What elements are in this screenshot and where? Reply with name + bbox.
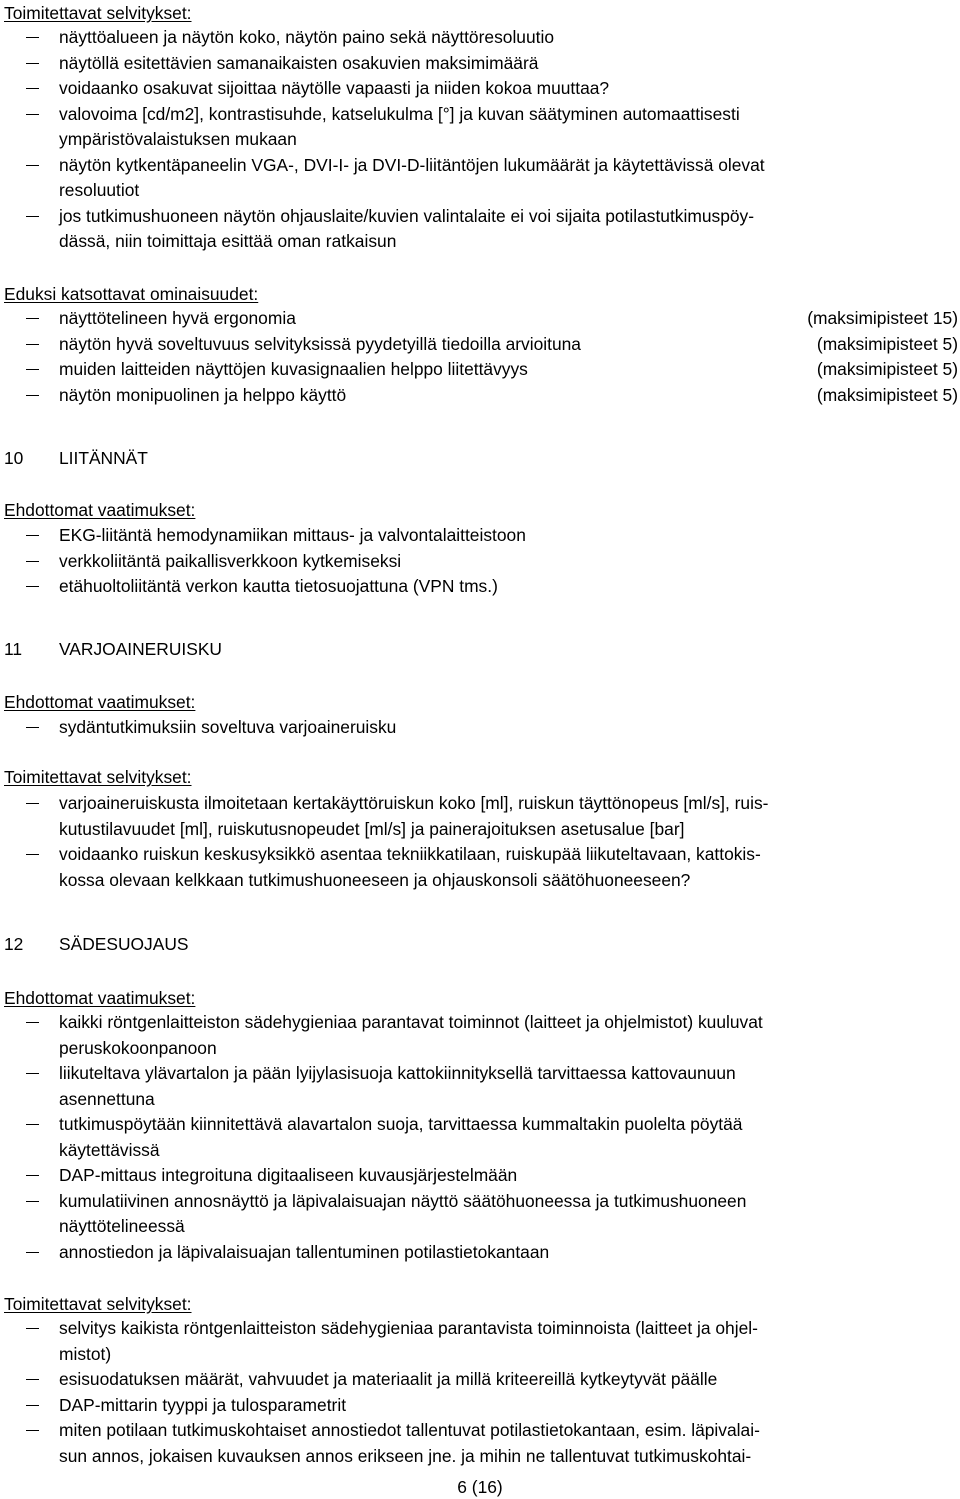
list-item	[4, 842, 958, 893]
item-text: esisuodatuksen määrät, vahvuudet ja materiaalit ja millä kriteereillä kytkeytyvät päälle	[59, 1369, 718, 1389]
item-text: etähuoltoliitäntä verkon kautta tietosuojattuna (VPN tms.)	[59, 576, 498, 596]
item-text: DAP-mittaus integroituna digitaaliseen kuvausjärjestelmään	[59, 1165, 518, 1185]
bullet-list	[4, 523, 958, 600]
item-text: näyttöalueen ja näytön koko, näytön paino sekä näyttöresoluutio	[59, 27, 555, 47]
item-text: kossa olevaan kelkkaan tutkimushuoneeseen ja ohjauskonsoli säätöhuoneeseen?	[59, 869, 691, 890]
item-text: näytön kytkentäpaneelin VGA-, DVI-I- ja DVI-D-liitäntöjen lukumäärät ja käytettävissä olevat	[59, 154, 765, 175]
subheading: Toimitettavat selvitykset:	[4, 1294, 192, 1314]
bullet-list	[4, 791, 958, 893]
list-item	[4, 1393, 958, 1419]
dash-bullet-icon	[26, 1073, 39, 1074]
section-heading	[4, 445, 148, 471]
scored-row	[59, 357, 958, 383]
dash-bullet-icon	[26, 586, 39, 587]
dash-bullet-icon	[26, 63, 39, 64]
list-item	[4, 1010, 958, 1061]
dash-bullet-icon	[26, 165, 39, 166]
item-text: mistot)	[59, 1343, 112, 1364]
dash-bullet-icon	[26, 1252, 39, 1253]
list-item	[4, 332, 958, 358]
item-text: kutustilavuudet [ml], ruiskutusnopeudet [ml/s] ja painerajoituksen asetusalue [bar]	[59, 818, 685, 839]
dash-bullet-icon	[26, 216, 39, 217]
list-item	[4, 1061, 958, 1112]
list-item	[4, 549, 958, 575]
item-text: DAP-mittarin tyyppi ja tulosparametrit	[59, 1394, 347, 1415]
item-text: kaikki röntgenlaitteiston sädehygieniaa parantavat toiminnot (laitteet ja ohjelmistot) kuuluvat	[59, 1012, 763, 1032]
list-item	[4, 102, 958, 153]
subheading: Ehdottomat vaatimukset:	[4, 500, 196, 520]
section-title: VARJOAINERUISKU	[59, 639, 222, 659]
list-item	[4, 76, 958, 102]
section-number: 10	[4, 448, 24, 468]
item-text: näyttötelineessä	[59, 1216, 185, 1236]
list-item	[4, 574, 958, 600]
bullet-list	[4, 1010, 958, 1265]
item-text: sun annos, jokaisen kuvauksen annos erikseen jne. ja mihin ne tallentuvat tutkimuskohtai-	[59, 1445, 752, 1466]
dash-bullet-icon	[26, 114, 39, 115]
dash-bullet-icon	[26, 37, 39, 38]
list-item	[4, 51, 958, 77]
section-title: LIITÄNNÄT	[59, 448, 148, 468]
list-item	[4, 153, 958, 204]
item-text: näyttötelineen hyvä ergonomia	[59, 308, 296, 328]
list-item	[4, 1418, 958, 1469]
bullet-list	[4, 1316, 958, 1469]
item-text: voidaanko osakuvat sijoittaa näytölle vapaasti ja niiden kokoa muuttaa?	[59, 78, 610, 98]
dash-bullet-icon	[26, 854, 39, 855]
list-item	[4, 1316, 958, 1367]
list-item	[4, 1189, 958, 1240]
section-title: SÄDESUOJAUS	[59, 934, 189, 954]
item-text: miten potilaan tutkimuskohtaiset annostiedot tallentuvat potilastietokantaan, esim. läpivalai-	[59, 1420, 760, 1440]
item-text: muiden laitteiden näyttöjen kuvasignaalien helppo liitettävyys	[59, 359, 528, 379]
item-text: jos tutkimushuoneen näytön ohjauslaite/kuvien valintalaite ei voi sijaita potilastutkimuspöy-	[59, 205, 755, 226]
item-text: dässä, niin toimittaja esittää oman ratkaisun	[59, 231, 397, 251]
dash-bullet-icon	[26, 1328, 39, 1329]
list-item	[4, 791, 958, 842]
list-item	[4, 523, 958, 549]
list-item	[4, 1367, 958, 1393]
subheading: Toimitettavat selvitykset:	[4, 3, 192, 23]
scored-row	[59, 332, 958, 358]
item-text: asennettuna	[59, 1088, 155, 1109]
dash-bullet-icon	[26, 727, 39, 728]
item-text: tutkimuspöytään kiinnitettävä alavartalon suoja, tarvittaessa kummaltakin puolelta pöytää	[59, 1114, 743, 1134]
item-text: käytettävissä	[59, 1139, 160, 1160]
subheading: Toimitettavat selvitykset:	[4, 767, 192, 787]
dash-bullet-icon	[26, 535, 39, 536]
item-text: näytön monipuolinen ja helppo käyttö	[59, 384, 347, 405]
list-item	[4, 25, 958, 51]
dash-bullet-icon	[26, 88, 39, 89]
list-item	[4, 357, 958, 383]
dash-bullet-icon	[26, 1022, 39, 1023]
list-item	[4, 1240, 958, 1266]
dash-bullet-icon	[26, 1201, 39, 1202]
dash-bullet-icon	[26, 369, 39, 370]
dash-bullet-icon	[26, 1405, 39, 1406]
bullet-list	[4, 25, 958, 255]
max-points: (maksimipisteet 5)	[816, 359, 958, 379]
max-points: (maksimipisteet 5)	[816, 384, 958, 405]
max-points: (maksimipisteet 5)	[816, 333, 958, 354]
item-text: annostiedon ja läpivalaisuajan tallentuminen potilastietokantaan	[59, 1241, 550, 1262]
max-points: (maksimipisteet 15)	[807, 308, 958, 328]
bullet-list	[4, 715, 958, 741]
dash-bullet-icon	[26, 1124, 39, 1125]
page-number: 6 (16)	[457, 1477, 503, 1497]
subheading: Ehdottomat vaatimukset:	[4, 988, 196, 1008]
list-item	[4, 204, 958, 255]
section-heading	[4, 931, 189, 957]
dash-bullet-icon	[26, 318, 39, 319]
item-text: resoluutiot	[59, 180, 140, 200]
dash-bullet-icon	[26, 1430, 39, 1431]
item-text: verkkoliitäntä paikallisverkkoon kytkemiseksi	[59, 550, 402, 571]
list-item	[4, 715, 958, 741]
item-text: ympäristövalaistuksen mukaan	[59, 129, 297, 149]
dash-bullet-icon	[26, 395, 39, 396]
list-item	[4, 383, 958, 409]
scored-row	[59, 383, 958, 409]
section-heading	[4, 636, 222, 662]
dash-bullet-icon	[26, 1379, 39, 1380]
dash-bullet-icon	[26, 1175, 39, 1176]
item-text: peruskokoonpanoon	[59, 1037, 217, 1058]
item-text: kumulatiivinen annosnäyttö ja läpivalaisuajan näyttö säätöhuoneessa ja tutkimushuoneen	[59, 1190, 747, 1211]
list-item	[4, 306, 958, 332]
item-text: selvitys kaikista röntgenlaitteiston sädehygieniaa parantavista toiminnoista (laitteet ja ohjel-	[59, 1318, 758, 1338]
item-text: voidaanko ruiskun keskusyksikkö asentaa tekniikkatilaan, ruiskupää liikuteltavaan, kattokis-	[59, 844, 761, 864]
subheading: Ehdottomat vaatimukset:	[4, 692, 196, 712]
item-text: näytön hyvä soveltuvuus selvityksissä pyydetyillä tiedoilla arvioituna	[59, 333, 581, 354]
item-text: varjoaineruiskusta ilmoitetaan kertakäyttöruiskun koko [ml], ruiskun täyttönopeus [ml/s], ruis-	[59, 793, 769, 813]
bullet-list	[4, 306, 958, 408]
dash-bullet-icon	[26, 803, 39, 804]
item-text: näytöllä esitettävien samanaikaisten osakuvien maksimimäärä	[59, 52, 539, 73]
item-text: liikuteltava ylävartalon ja pään lyijylasisuoja kattokiinnityksellä tarvittaessa kattovaunuun	[59, 1063, 736, 1083]
list-item	[4, 1163, 958, 1189]
item-text: sydäntutkimuksiin soveltuva varjoaineruisku	[59, 717, 397, 737]
list-item	[4, 1112, 958, 1163]
subheading: Eduksi katsottavat ominaisuudet:	[4, 284, 259, 304]
section-number: 12	[4, 934, 24, 954]
dash-bullet-icon	[26, 561, 39, 562]
section-number: 11	[4, 639, 23, 659]
item-text: valovoima [cd/m2], kontrastisuhde, katselukulma [°] ja kuvan säätyminen automaattisesti	[59, 103, 740, 124]
dash-bullet-icon	[26, 344, 39, 345]
item-text: EKG-liitäntä hemodynamiikan mittaus- ja valvontalaitteistoon	[59, 525, 526, 545]
scored-row	[59, 306, 958, 332]
